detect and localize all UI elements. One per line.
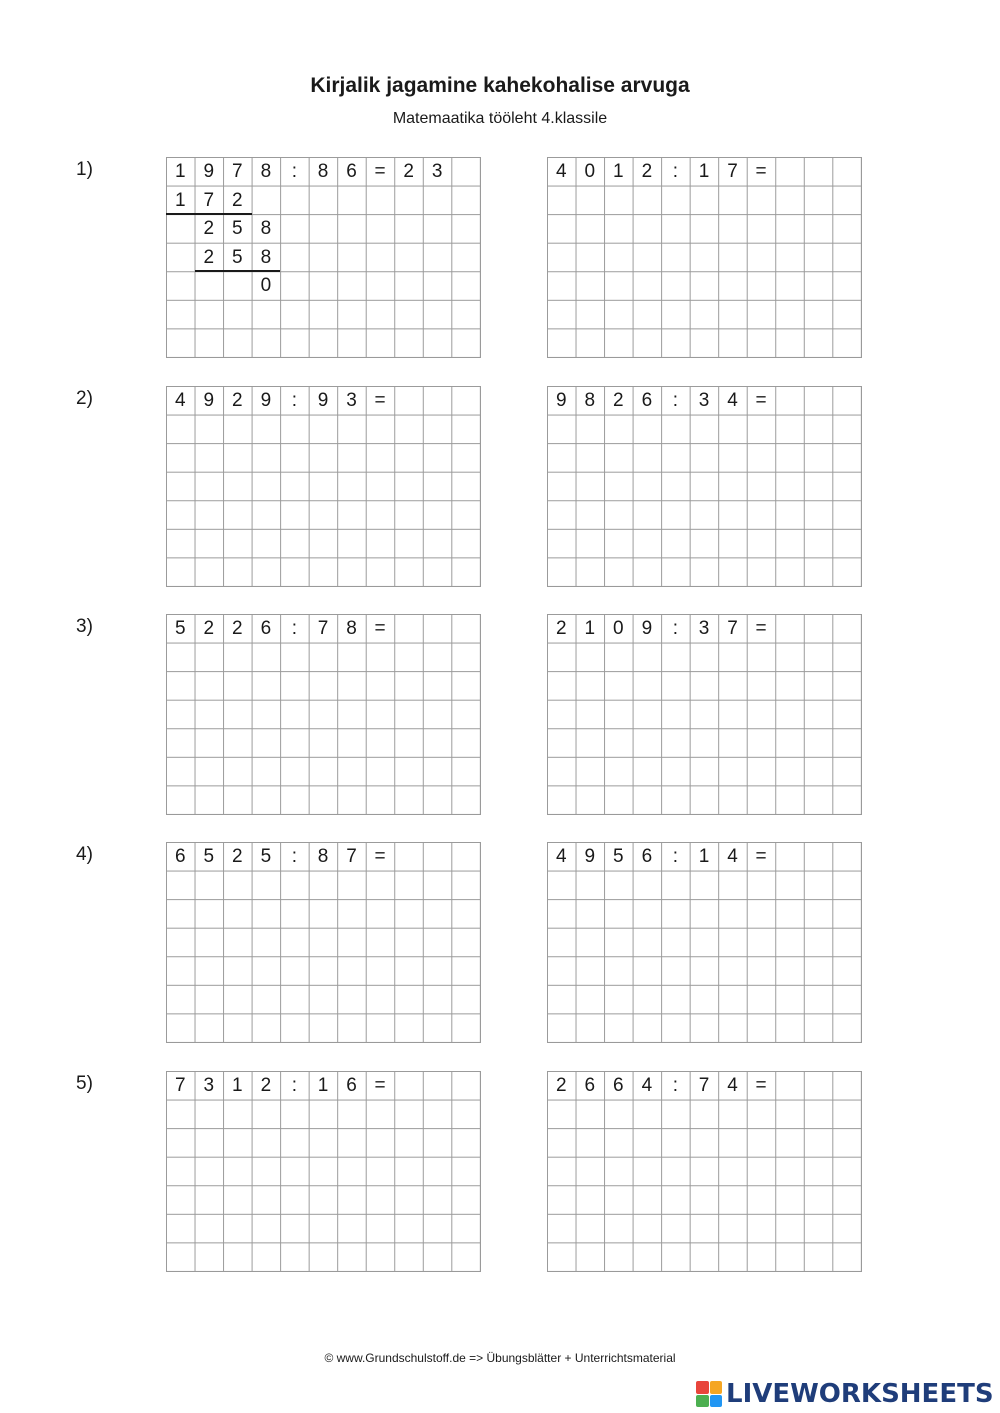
problem-digit: 2 [232, 618, 243, 639]
problem-digit: 7 [727, 618, 738, 639]
work-digit: 2 [203, 246, 215, 268]
problem-digit: 6 [260, 618, 272, 639]
problem-number: 1) [76, 159, 93, 180]
subtraction-line [195, 270, 281, 272]
problem-digit: 8 [584, 390, 596, 411]
page-subtitle: Matemaatika tööleht 4.klassile [392, 110, 608, 127]
problem-digit: 9 [584, 846, 596, 867]
problem-digit: 7 [232, 161, 243, 182]
problem-digit: 2 [232, 846, 243, 867]
problem-digit: 4 [727, 1075, 738, 1096]
problem-digit: 3 [346, 390, 357, 411]
problem-digit: 9 [203, 390, 215, 411]
logo-square [696, 1395, 709, 1408]
problem-digit: 2 [613, 390, 624, 411]
problem-digit: 1 [232, 1075, 243, 1096]
division-grid[interactable] [547, 842, 862, 1043]
problem-digit: 2 [641, 161, 653, 182]
work-digit: 5 [232, 218, 243, 240]
problem-digit: = [755, 390, 767, 411]
work-digit: 7 [203, 189, 215, 211]
problem-digit: 4 [174, 390, 186, 411]
problem-number: 2) [76, 388, 93, 409]
logo-square [710, 1381, 723, 1394]
subtraction-line [166, 213, 252, 215]
problem-digit: 2 [555, 618, 567, 639]
problem-digit: 8 [346, 618, 357, 639]
division-grid[interactable] [166, 842, 481, 1043]
problem-digit: 9 [260, 390, 272, 411]
problem-digit: 0 [584, 161, 596, 182]
problem-digit: 9 [317, 390, 329, 411]
problem-digit: 2 [203, 618, 215, 639]
problem-digit: : [672, 846, 679, 867]
brand-logo[interactable] [696, 1378, 994, 1410]
problem-digit: 4 [727, 390, 738, 411]
problem-digit: : [672, 161, 679, 182]
problem-digit: : [291, 618, 298, 639]
problem-digit: : [672, 1075, 679, 1096]
problem-digit: 2 [403, 161, 414, 182]
problem-digit: = [755, 846, 767, 867]
work-digit: 8 [260, 246, 272, 268]
division-grid[interactable] [547, 1071, 862, 1272]
work-digit: 8 [260, 218, 272, 240]
problem-digit: 9 [555, 390, 567, 411]
problem-digit: 9 [641, 618, 653, 639]
problem-digit: 7 [698, 1075, 710, 1096]
problem-digit: 1 [698, 161, 710, 182]
problem-digit: 7 [317, 618, 329, 639]
problem-digit: 1 [613, 161, 624, 182]
problem-digit: 8 [317, 846, 329, 867]
problem-digit: 6 [641, 846, 653, 867]
problem-digit: = [755, 1075, 767, 1096]
work-digit: 5 [232, 246, 243, 268]
problem-number: 4) [76, 844, 93, 865]
problem-digit: 7 [346, 846, 357, 867]
problem-digit: 1 [174, 161, 186, 182]
page-title: Kirjalik jagamine kahekohalise arvuga [310, 74, 690, 97]
problem-number: 3) [76, 616, 93, 637]
problem-digit: : [672, 618, 679, 639]
problem-digit: 3 [698, 390, 710, 411]
problem-digit: = [374, 846, 386, 867]
problem-digit: 6 [174, 846, 186, 867]
problem-digit: 7 [727, 161, 738, 182]
division-grid[interactable] [166, 1071, 481, 1272]
division-grid[interactable] [166, 614, 481, 815]
problem-digit: : [291, 161, 298, 182]
work-digit: 2 [203, 218, 215, 240]
problem-digit: : [672, 390, 679, 411]
problem-digit: 6 [346, 1075, 357, 1096]
problem-digit: 6 [346, 161, 357, 182]
problem-digit: 0 [613, 618, 624, 639]
problem-digit: = [374, 1075, 386, 1096]
division-grid[interactable] [547, 157, 862, 358]
problem-digit: 5 [613, 846, 624, 867]
division-grid[interactable] [547, 386, 862, 587]
division-grid[interactable] [166, 157, 481, 358]
brand-name: LIVEWORKSHEETS [726, 1379, 994, 1409]
problem-digit: = [755, 161, 767, 182]
problem-digit: 7 [174, 1075, 186, 1096]
problem-digit: = [755, 618, 767, 639]
problem-digit: 6 [641, 390, 653, 411]
footer-credit: © www.Grundschulstoff.de => Übungsblätter + Unterrichtsmaterial [324, 1351, 676, 1365]
problem-digit: 9 [203, 161, 215, 182]
problem-digit: 8 [260, 161, 272, 182]
problem-digit: 4 [555, 846, 567, 867]
logo-square [710, 1395, 723, 1408]
division-grid[interactable] [547, 614, 862, 815]
problem-digit: 3 [431, 161, 443, 182]
problem-digit: 5 [260, 846, 272, 867]
problem-digit: : [291, 1075, 298, 1096]
brand-logo-icon [696, 1381, 722, 1407]
problem-digit: 8 [317, 161, 329, 182]
logo-square [696, 1381, 709, 1394]
problem-digit: 3 [698, 618, 710, 639]
problem-digit: = [374, 618, 386, 639]
problem-digit: 5 [203, 846, 215, 867]
problem-digit: 2 [555, 1075, 567, 1096]
problem-digit: 6 [584, 1075, 596, 1096]
division-grid[interactable] [166, 386, 481, 587]
problem-number: 5) [76, 1073, 93, 1094]
problem-digit: : [291, 390, 298, 411]
problem-digit: 4 [555, 161, 567, 182]
problem-digit: 5 [174, 618, 186, 639]
problem-digit: = [374, 390, 386, 411]
problem-digit: 3 [203, 1075, 215, 1096]
problem-digit: 1 [317, 1075, 329, 1096]
problem-digit: 4 [727, 846, 738, 867]
work-digit: 2 [232, 189, 243, 211]
problem-digit: = [374, 161, 386, 182]
work-digit: 0 [260, 275, 272, 297]
problem-digit: 1 [584, 618, 596, 639]
problem-digit: : [291, 846, 298, 867]
problem-digit: 6 [613, 1075, 624, 1096]
problem-digit: 2 [260, 1075, 272, 1096]
problem-digit: 2 [232, 390, 243, 411]
problem-digit: 4 [641, 1075, 653, 1096]
work-digit: 1 [174, 189, 186, 211]
problem-digit: 1 [698, 846, 710, 867]
